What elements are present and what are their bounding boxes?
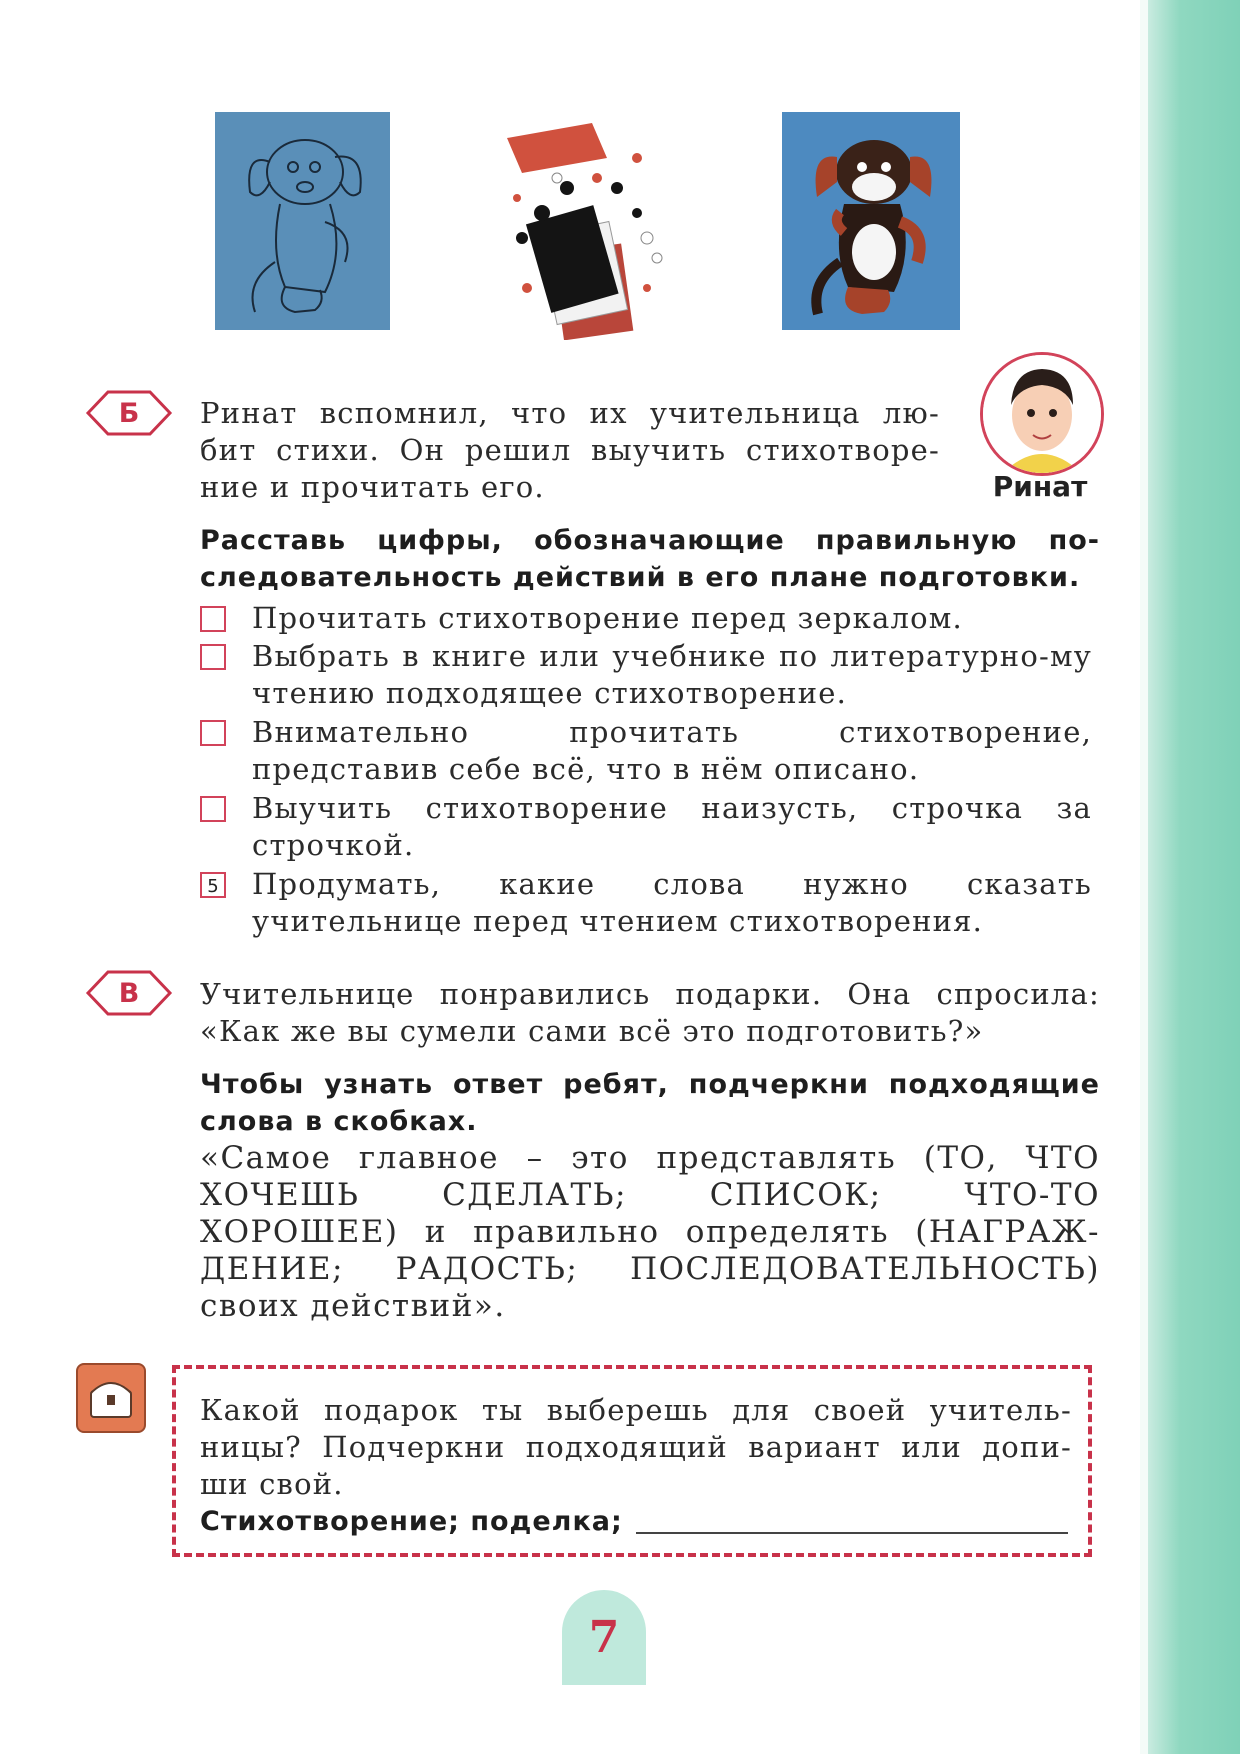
extra-line: Какой подарок ты выберешь для своей учитель-: [200, 1393, 1072, 1427]
task-text: Продумать, какие слова нужно сказать учительнице перед чтением стихотворения.: [252, 867, 1092, 938]
task-text: Выбрать в книге или учебнике по литературно-му чтению подходящее стихотворение.: [252, 639, 1092, 710]
page-number: 7: [588, 1612, 620, 1663]
extra-line: ницы? Подчеркни подходящий вариант или допи-: [200, 1430, 1072, 1464]
section-v-marker: В: [84, 966, 174, 1020]
extra-line: ши свой.: [200, 1467, 344, 1501]
quote-line: своих действий».: [200, 1288, 506, 1324]
task-text: Прочитать стихотворение перед зеркалом.: [252, 601, 963, 635]
quote-line: «Самое главное – это представлять (ТО, ЧТО: [200, 1140, 1100, 1176]
instruction-line: следовательность действий в его плане подготовки.: [200, 562, 1081, 593]
intro-line: ние и прочитать его.: [200, 470, 545, 504]
page-edge-green: [1148, 0, 1240, 1754]
treasure-chest-icon: [76, 1363, 146, 1433]
section-b-instruction: [200, 522, 1100, 596]
intro-line: «Как же вы сумели сами всё это подготовить?»: [200, 1014, 984, 1048]
order-checkbox[interactable]: [200, 720, 226, 746]
task-item: [200, 600, 1100, 640]
instruction-line: Чтобы узнать ответ ребят, подчеркни подходящие: [200, 1069, 1100, 1100]
task-item: [200, 638, 1100, 714]
task-item: [200, 866, 1100, 942]
section-v-instruction: [200, 1066, 1100, 1140]
quote-line: ДЕНИЕ; РАДОСТЬ; ПОСЛЕДОВАТЕЛЬНОСТЬ): [200, 1251, 1100, 1287]
section-v-intro: [200, 976, 1100, 1050]
paper-scraps-image: [497, 118, 677, 340]
task-text: Внимательно прочитать стихотворение, представив себе всё, что в нём описано.: [252, 715, 1092, 786]
intro-line: Ринат вспомнил, что их учительница лю-: [200, 396, 940, 430]
intro-line: бит стихи. Он решил выучить стихотворе-: [200, 433, 940, 467]
task-item: [200, 714, 1100, 790]
instruction-line: слова в скобках.: [200, 1106, 478, 1137]
instruction-line: Расставь цифры, обозначающие правильную по-: [200, 525, 1100, 556]
rinat-avatar: [980, 352, 1104, 476]
section-b-intro: [200, 395, 940, 506]
order-checkbox[interactable]: [200, 796, 226, 822]
page-edge-light: [1140, 0, 1148, 1754]
page-number-tab: [562, 1590, 646, 1685]
order-checkbox[interactable]: 5: [200, 872, 226, 898]
section-b-marker: Б: [84, 386, 174, 440]
write-in-answer-line[interactable]: [636, 1532, 1068, 1534]
mosaic-dog-image: [782, 112, 960, 330]
task-item: [200, 790, 1100, 866]
rinat-name-label: Ринат: [992, 470, 1088, 503]
order-checkbox[interactable]: [200, 644, 226, 670]
intro-line: Учительнице понравились подарки. Она спросила:: [200, 977, 1100, 1011]
section-v-quote: [200, 1140, 1100, 1325]
task-text: Выучить стихотворение наизусть, строчка за строчкой.: [252, 791, 1092, 862]
order-checkbox[interactable]: [200, 606, 226, 632]
quote-line: ХОЧЕШЬ СДЕЛАТЬ; СПИСОК; ЧТО-ТО: [200, 1177, 1100, 1213]
extra-task-text: [200, 1392, 1072, 1503]
gift-options: Стихотворение; поделка;: [200, 1506, 623, 1537]
dog-outline-image: [215, 112, 390, 330]
quote-line: ХОРОШЕЕ) и правильно определять (НАГРАЖ-: [200, 1214, 1100, 1250]
